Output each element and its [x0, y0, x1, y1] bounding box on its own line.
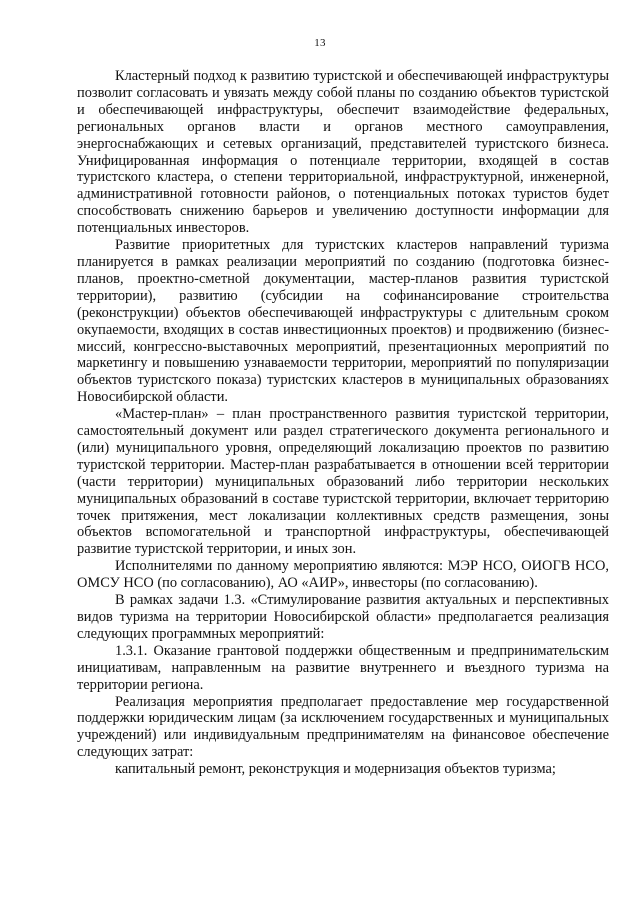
paragraph-priority-development: Развитие приоритетных для туристских кластеров направлений туризма планируется в рамках реализации мероприятий по созданию (подготовка бизнес-планов, проектно-сметной документации, мастер-планов развития туристской территории), развитию (субсидии на софинансирование строительства (реконструкции) объектов обеспечивающей инфраструктуры с длительным сроком окупаемости, входящих в состав инвестиционных проектов) и продвижению (бизнес-миссий, конгрессно-выставочных мероприятий, презентационных мероприятий по маркетингу и повышению узнаваемости территории, мероприятий по популяризации объектов туристского показа) туристских кластеров в муниципальных образованиях Новосибирской области.	[77, 237, 609, 406]
paragraph-master-plan-definition: «Мастер-план» – план пространственного развития туристской территории, самостоятельный документ или раздел стратегического документа регионального и (или) муниципального уровня, определяющий локализацию проектов по развитию туристской территории. Мастер-план разрабатывается в отношении всей территории (части территории) муниципальных образований либо территории нескольких муниципальных образований в составе туристской территории, включает территорию точек притяжения, мест локализации коллективных средств размещения, зоны объектов вспомогательной и транспортной инфраструктуры, обеспечивающей развитие туристской территории, и иных зон.	[77, 406, 609, 558]
document-body	[77, 68, 609, 778]
paragraph-executors: Исполнителями по данному мероприятию являются: МЭР НСО, ОИОГВ НСО, ОМСУ НСО (по согласованию), АО «АИР», инвесторы (по согласованию).	[77, 558, 609, 592]
paragraph-task-1-3: В рамках задачи 1.3. «Стимулирование развития актуальных и перспективных видов туризма на территории Новосибирской области» предполагается реализация следующих программных мероприятий:	[77, 592, 609, 642]
paragraph-measure-1-3-1: 1.3.1. Оказание грантовой поддержки общественным и предпринимательским инициативам, направленным на развитие внутреннего и въездного туризма на территории региона.	[77, 642, 609, 693]
page-number: 13	[314, 37, 326, 49]
paragraph-capital-repair: капитальный ремонт, реконструкция и модернизация объектов туризма;	[115, 761, 556, 778]
paragraph-measure-implementation: Реализация мероприятия предполагает предоставление мер государственной поддержки юридическим лицам (за исключением государственных и муниципальных учреждений) или индивидуальным предпринимателям на финансовое обеспечение следующих затрат:	[77, 693, 609, 761]
paragraph-cluster-approach: Кластерный подход к развитию туристской и обеспечивающей инфраструктуры позволит согласовать и увязать между собой планы по созданию объектов туристской и обеспечивающей инфраструктуры, обеспечит взаимодействие федеральных, региональных органов власти и органов местного самоуправления, энергоснабжающих и сетевых организаций, представителей туристского бизнеса. Унифицированная информация о потенциале территории, входящей в состав туристского кластера, о степени территориальной, инфраструктурной, инженерной, административной готовности районов, о потенциальных потоках туристов будет способствовать снижению барьеров и увеличению доступности информации для потенциальных инвесторов.	[77, 68, 609, 237]
